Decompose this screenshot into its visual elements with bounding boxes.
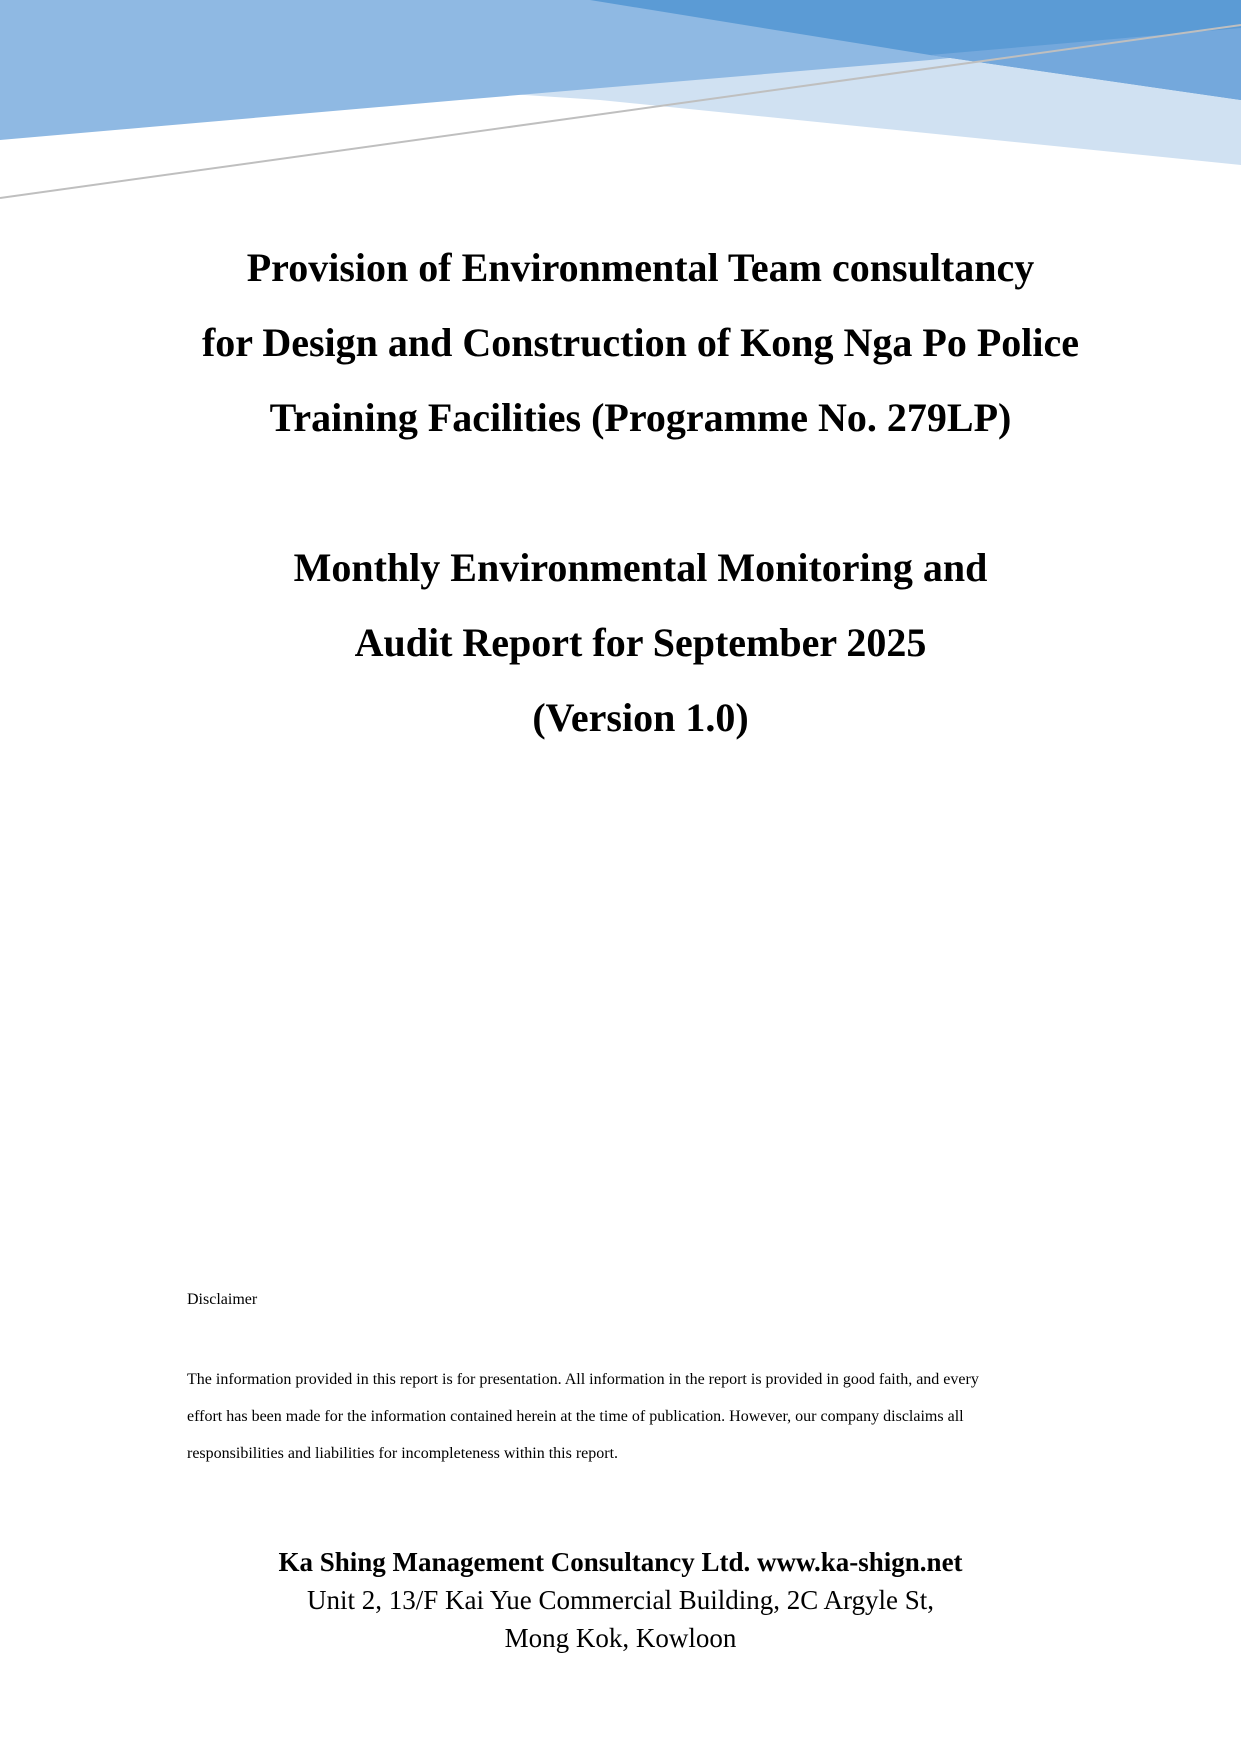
report-subtitle-line: Monthly Environmental Monitoring and — [293, 545, 988, 590]
disclaimer-body — [187, 1361, 1127, 1472]
report-subtitle — [20, 530, 1241, 755]
report-version: (Version 1.0) — [532, 695, 749, 740]
report-title-line: Training Facilities (Programme No. 279LP) — [269, 395, 1012, 440]
company-address-line: Mong Kok, Kowloon — [504, 1623, 737, 1653]
disclaimer-heading: Disclaimer — [187, 1291, 258, 1308]
report-title-line: for Design and Construction of Kong Nga Po Police — [201, 320, 1080, 365]
report-subtitle-line: Audit Report for September 2025 — [354, 620, 927, 665]
report-title-line: Provision of Environmental Team consultancy — [246, 245, 1035, 290]
company-name: Ka Shing Management Consultancy Ltd. www.ka-shign.net — [278, 1547, 963, 1577]
disclaimer-line: responsibilities and liabilities for incompleteness within this report. — [187, 1445, 619, 1462]
company-footer — [0, 1543, 1241, 1657]
disclaimer-line: effort has been made for the information contained herein at the time of publication. However, our company disclaims all — [187, 1408, 964, 1425]
header-banner-graphic — [0, 0, 1241, 220]
company-address-line: Unit 2, 13/F Kai Yue Commercial Building, 2C Argyle St, — [307, 1585, 934, 1615]
disclaimer-line: The information provided in this report is for presentation. All information in the report is provided in good faith, and every — [187, 1371, 979, 1388]
report-title — [20, 230, 1241, 455]
